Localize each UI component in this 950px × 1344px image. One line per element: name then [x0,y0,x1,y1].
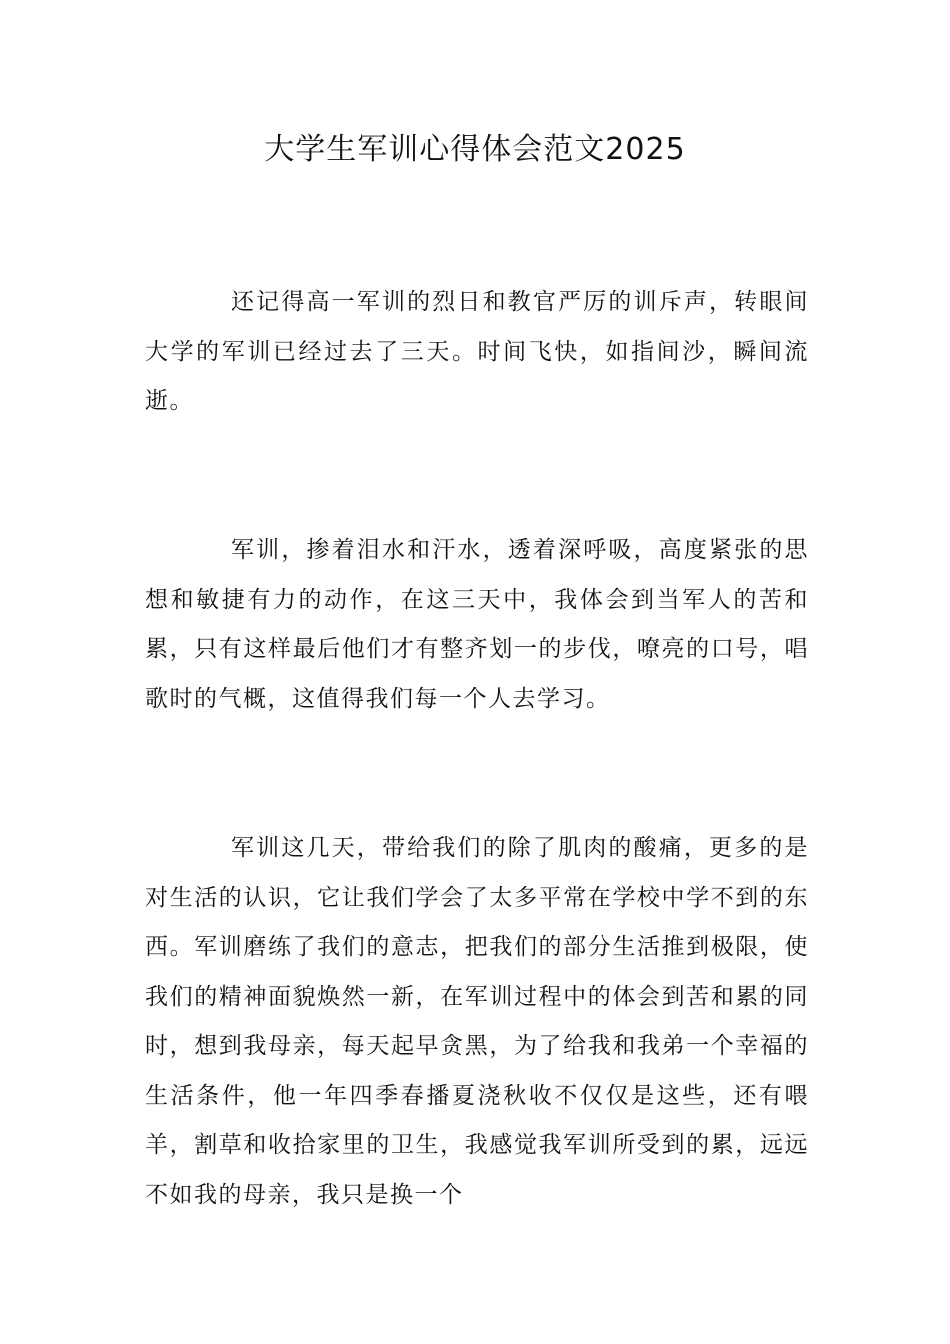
paragraph-2: 军训，掺着泪水和汗水，透着深呼吸，高度紧张的思想和敏捷有力的动作，在这三天中，我体会到当军人的苦和累，只有这样最后他们才有整齐划一的步伐，嘹亮的口号，唱歌时的气概，这值得我们每一个人去学习。 [145,537,809,712]
paragraph-1: 还记得高一军训的烈日和教官严厉的训斥声，转眼间大学的军训已经过去了三天。时间飞快，如指间沙，瞬间流逝。 [145,289,809,414]
paragraph-3: 军训这几天，带给我们的除了肌肉的酸痛，更多的是对生活的认识，它让我们学会了太多平常在学校中学不到的东西。军训磨练了我们的意志，把我们的部分生活推到极限，使我们的精神面貌焕然一新，在军训过程中的体会到苦和累的同时，想到我母亲，每天起早贪黑，为了给我和我弟一个幸福的生活条件，他一年四季春播夏浇秋收不仅仅是这些，还有喂羊，割草和收拾家里的卫生，我感觉我军训所受到的累，远远不如我的母亲，我只是换一个 [145,835,809,1208]
document-title: 大学生军训心得体会范文2025 [264,132,686,167]
